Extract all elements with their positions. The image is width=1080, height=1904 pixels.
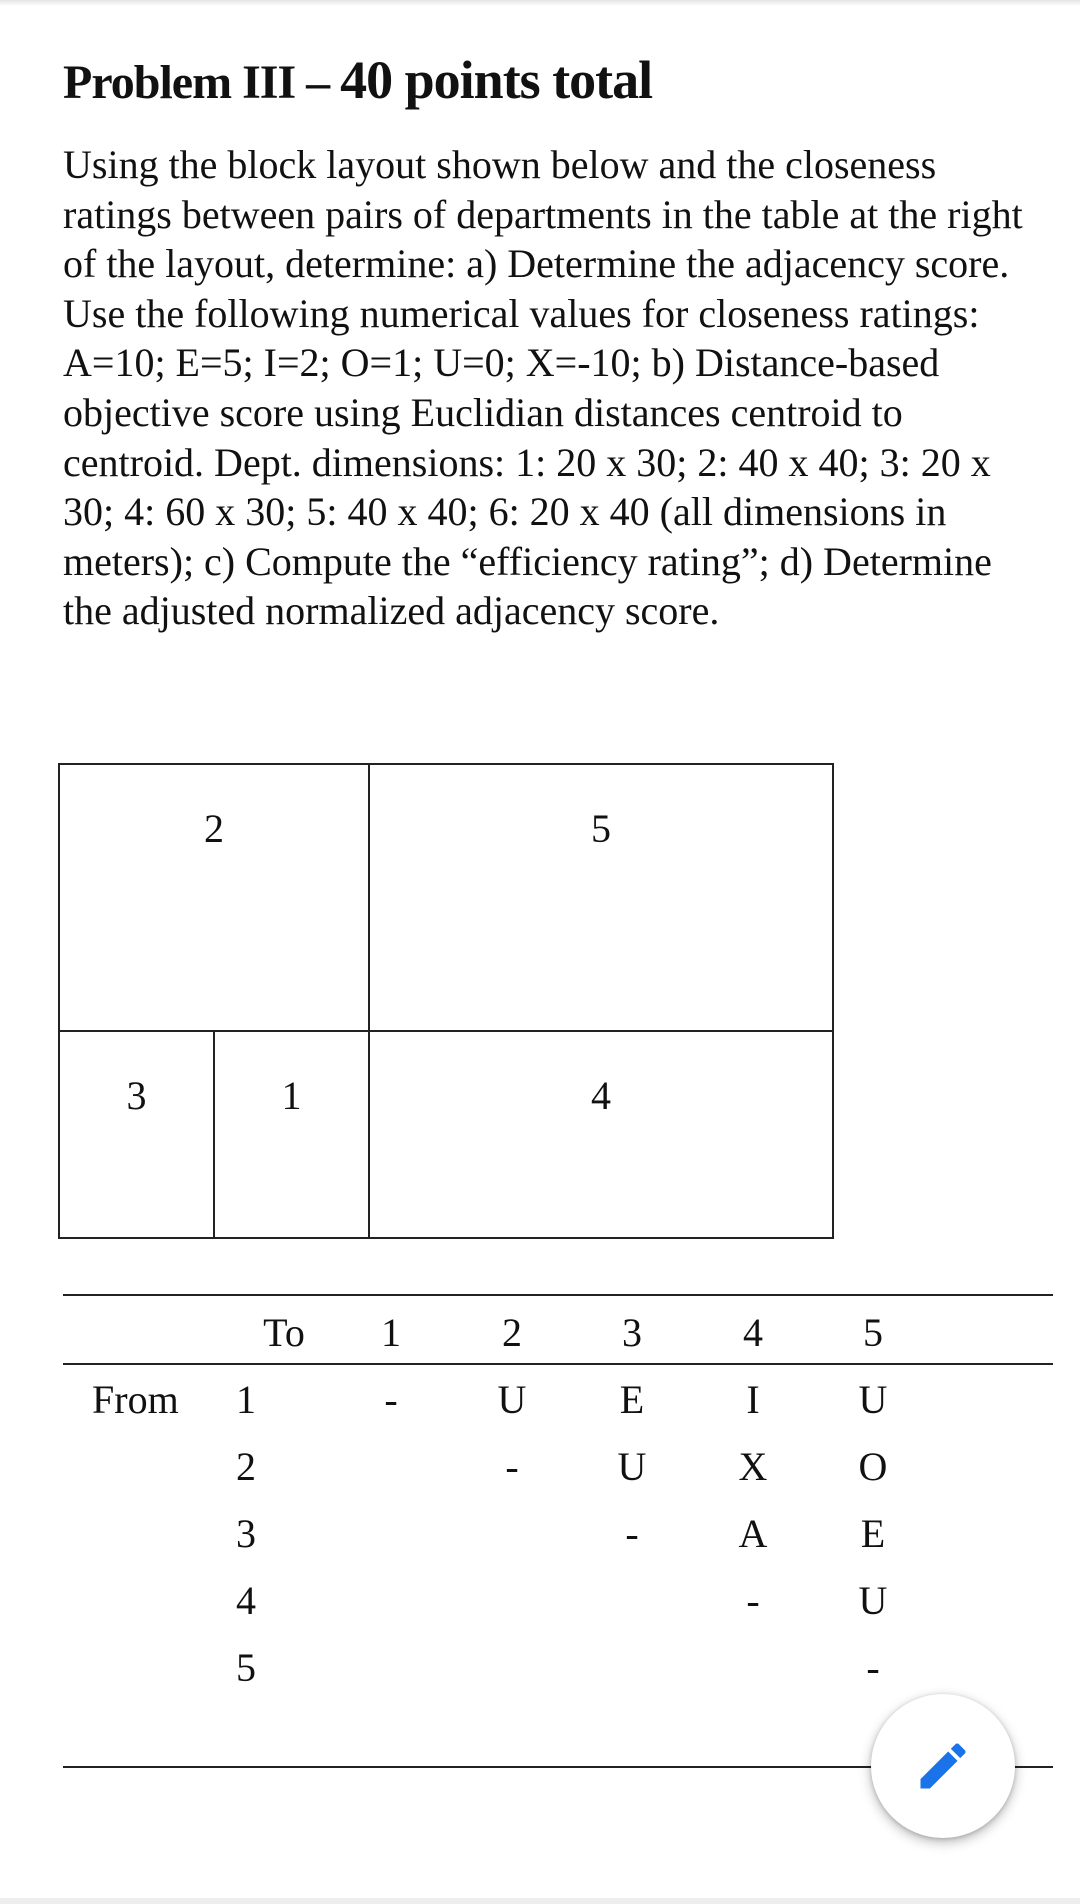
rating-cell: O <box>858 1444 888 1489</box>
column-header: 4 <box>743 1310 763 1355</box>
rating-cell: U <box>617 1444 647 1489</box>
dept-1-label: 1 <box>281 1073 302 1118</box>
page-title <box>63 44 1023 119</box>
problem-statement: Using the block layout shown below and the closeness ratings between pairs of departments in the table at the right of the layout, determine: a) Determine the adjacency score. Use the following numerical values for closeness ratings: A=10; E=5; I=2; O=1; U=0; X=-10; b) Distance-based objective score using Euclidian distances centroid to centroid. Dept. dimensions: 1: 20 x 30; 2: 40 x 40; 3: 20 x 30; 4: 60 x 30; 5: 40 x 40; 6: 20 x 40 (all dimensions in meters); c) Compute the “efficiency rating”; d) Determine the adjusted normalized adjacency score. <box>63 142 1023 634</box>
top-bar-shadow <box>0 0 1080 6</box>
dept-2-block <box>58 763 370 1032</box>
column-header: 5 <box>863 1310 883 1355</box>
rating-cell: U <box>858 1377 888 1422</box>
row-label: 2 <box>236 1444 256 1489</box>
to-header: To <box>263 1310 305 1355</box>
rating-cell: - <box>866 1645 880 1690</box>
title-lead: Problem III – <box>63 56 341 109</box>
row-label: 1 <box>236 1377 256 1422</box>
table-header-rule <box>63 1363 1053 1365</box>
dept-1-block <box>213 1030 370 1239</box>
column-header: 3 <box>622 1310 642 1355</box>
rating-cell: E <box>860 1511 886 1556</box>
column-header: 1 <box>381 1310 401 1355</box>
bottom-edge <box>0 1898 1080 1904</box>
rating-cell: U <box>858 1578 888 1623</box>
rating-cell: - <box>505 1444 519 1489</box>
title-main: 40 points total <box>340 50 653 110</box>
rating-cell: I <box>746 1377 760 1422</box>
rating-cell: - <box>746 1578 760 1623</box>
pencil-icon <box>913 1736 973 1796</box>
dept-2-label: 2 <box>204 806 224 851</box>
dept-5-block <box>368 763 834 1032</box>
row-label: 3 <box>236 1511 256 1556</box>
row-label: 5 <box>236 1645 256 1690</box>
table-top-rule <box>63 1294 1053 1296</box>
dept-5-label: 5 <box>591 806 611 851</box>
from-header: From <box>92 1377 179 1422</box>
block-layout <box>58 763 834 1239</box>
dept-3-block <box>58 1030 215 1239</box>
rating-cell: U <box>497 1377 527 1422</box>
rating-cell: - <box>384 1377 398 1422</box>
column-header: 2 <box>502 1310 522 1355</box>
rating-cell: - <box>625 1511 639 1556</box>
row-label: 4 <box>236 1578 256 1623</box>
dept-3-label: 3 <box>126 1073 147 1118</box>
edit-fab-button[interactable] <box>871 1694 1015 1838</box>
dept-4-block <box>368 1030 834 1239</box>
dept-4-label: 4 <box>591 1073 611 1118</box>
rating-cell: A <box>738 1511 768 1556</box>
rating-cell: E <box>619 1377 645 1422</box>
rating-cell: X <box>738 1444 768 1489</box>
